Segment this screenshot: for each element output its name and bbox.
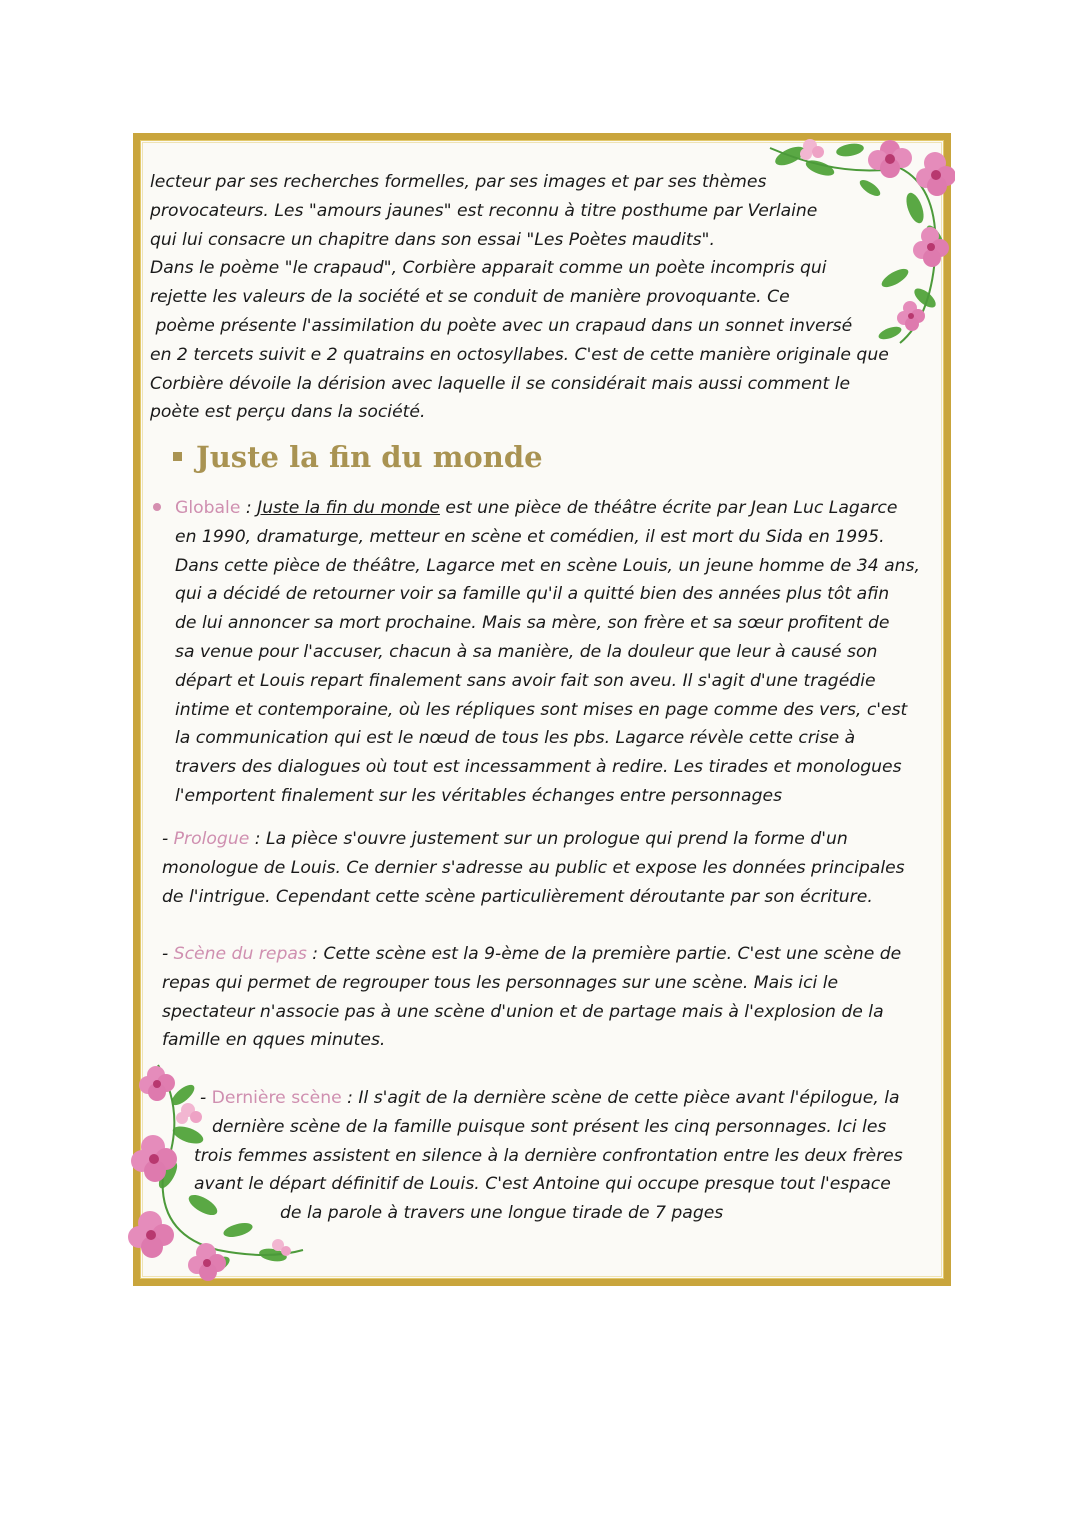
dash: - xyxy=(162,829,174,849)
text-line: qui lui consacre un chapitre dans son essai "Les Poètes maudits". xyxy=(150,229,715,250)
globale-paragraph xyxy=(175,494,920,811)
derniere-label: Dernière scène xyxy=(211,1088,342,1108)
text-line: provocateurs. Les "amours jaunes" est reconnu à titre posthume par Verlaine xyxy=(150,200,818,221)
text-line: de l'intrigue. Cependant cette scène particulièrement déroutante par son écriture. xyxy=(162,886,873,907)
text-line: sa venue pour l'accuser, chacun à sa manière, de la douleur que leur à causé son xyxy=(175,641,878,662)
text-line xyxy=(162,825,905,854)
first-line-rest: : Cette scène est la 9-ème de la première partie. C'est une scène de xyxy=(306,944,902,964)
dash: - xyxy=(162,944,174,964)
repas-paragraph xyxy=(162,940,901,1055)
prologue-paragraph xyxy=(162,825,905,911)
text-line: de lui annoncer sa mort prochaine. Mais sa mère, son frère et sa sœur profitent de xyxy=(175,613,890,634)
text-line: famille en qques minutes. xyxy=(162,1030,386,1051)
text-line: lecteur par ses recherches formelles, par ses images et par ses thèmes xyxy=(150,172,767,192)
text-line: monologue de Louis. Ce dernier s'adresse au public et expose les données principales xyxy=(162,857,905,878)
text-line: départ et Louis repart finalement sans avoir fait son aveu. Il s'agit d'une tragédie xyxy=(175,670,876,691)
text-line: dernière scène de la famille puisque sont présent les cinq personnages. Ici les xyxy=(212,1116,887,1137)
text-line: l'emportent finalement sur les véritables échanges entre personnages xyxy=(175,785,783,806)
first-line-rest: : Il s'agit de la dernière scène de cette pièce avant l'épilogue, la xyxy=(341,1088,900,1108)
text-line: spectateur n'associe pas à une scène d'union et de partage mais à l'explosion de la xyxy=(162,1001,884,1022)
section-title: Juste la fin du monde xyxy=(196,440,543,474)
text-line: rejette les valeurs de la société et se conduit de manière provoquante. Ce xyxy=(150,287,790,308)
text-line xyxy=(200,1084,903,1113)
text-line xyxy=(162,940,901,969)
globale-label: Globale xyxy=(175,498,241,518)
work-title-reference: Juste la fin du monde xyxy=(257,498,440,518)
repas-label: Scène du repas xyxy=(173,944,307,964)
intro-paragraph xyxy=(150,168,889,427)
square-bullet-icon xyxy=(173,452,182,461)
text-line: intime et contemporaine, où les répliques sont mises en page comme des vers, c'est xyxy=(175,699,908,720)
text-line: Dans cette pièce de théâtre, Lagarce met en scène Louis, un jeune homme de 34 ans, xyxy=(175,555,920,576)
dash: - xyxy=(200,1088,212,1108)
text-line: qui a décidé de retourner voir sa famille qu'il a quitté bien des années plus tôt afin xyxy=(175,584,890,605)
text-line: la communication qui est le nœud de tous les pbs. Lagarce révèle cette crise à xyxy=(175,728,856,749)
text-line: Dans le poème "le crapaud", Corbière apparait comme un poète incompris qui xyxy=(150,258,827,279)
text-line xyxy=(175,494,920,523)
derniere-paragraph xyxy=(194,1084,903,1228)
text-line: repas qui permet de regrouper tous les personnages sur une scène. Mais ici le xyxy=(162,972,839,993)
section-heading xyxy=(173,440,543,474)
label-separator: : xyxy=(240,498,258,518)
prologue-label: Prologue xyxy=(173,829,250,849)
round-bullet-icon xyxy=(153,503,161,511)
text-line: en 2 tercets suivit e 2 quatrains en octosyllabes. C'est de cette manière originale que xyxy=(150,344,889,365)
first-line-rest: : La pièce s'ouvre justement sur un prologue qui prend la forme d'un xyxy=(249,829,848,849)
text-line: en 1990, dramaturge, metteur en scène et comédien, il est mort du Sida en 1995. xyxy=(175,526,885,547)
text-line: travers des dialogues où tout est incessamment à redire. Les tirades et monologues xyxy=(175,757,902,778)
text-line: avant le départ définitif de Louis. C'est Antoine qui occupe presque tout l'espace xyxy=(194,1174,891,1195)
first-line-rest: est une pièce de théâtre écrite par Jean Luc Lagarce xyxy=(439,498,898,518)
text-line: trois femmes assistent en silence à la dernière confrontation entre les deux frères xyxy=(194,1145,903,1166)
text-line: Corbière dévoile la dérision avec laquelle il se considérait mais aussi comment le xyxy=(150,373,851,394)
text-line: de la parole à travers une longue tirade de 7 pages xyxy=(280,1203,724,1224)
text-line: poème présente l'assimilation du poète avec un crapaud dans un sonnet inversé xyxy=(150,315,853,336)
text-line: poète est perçu dans la société. xyxy=(150,402,426,423)
